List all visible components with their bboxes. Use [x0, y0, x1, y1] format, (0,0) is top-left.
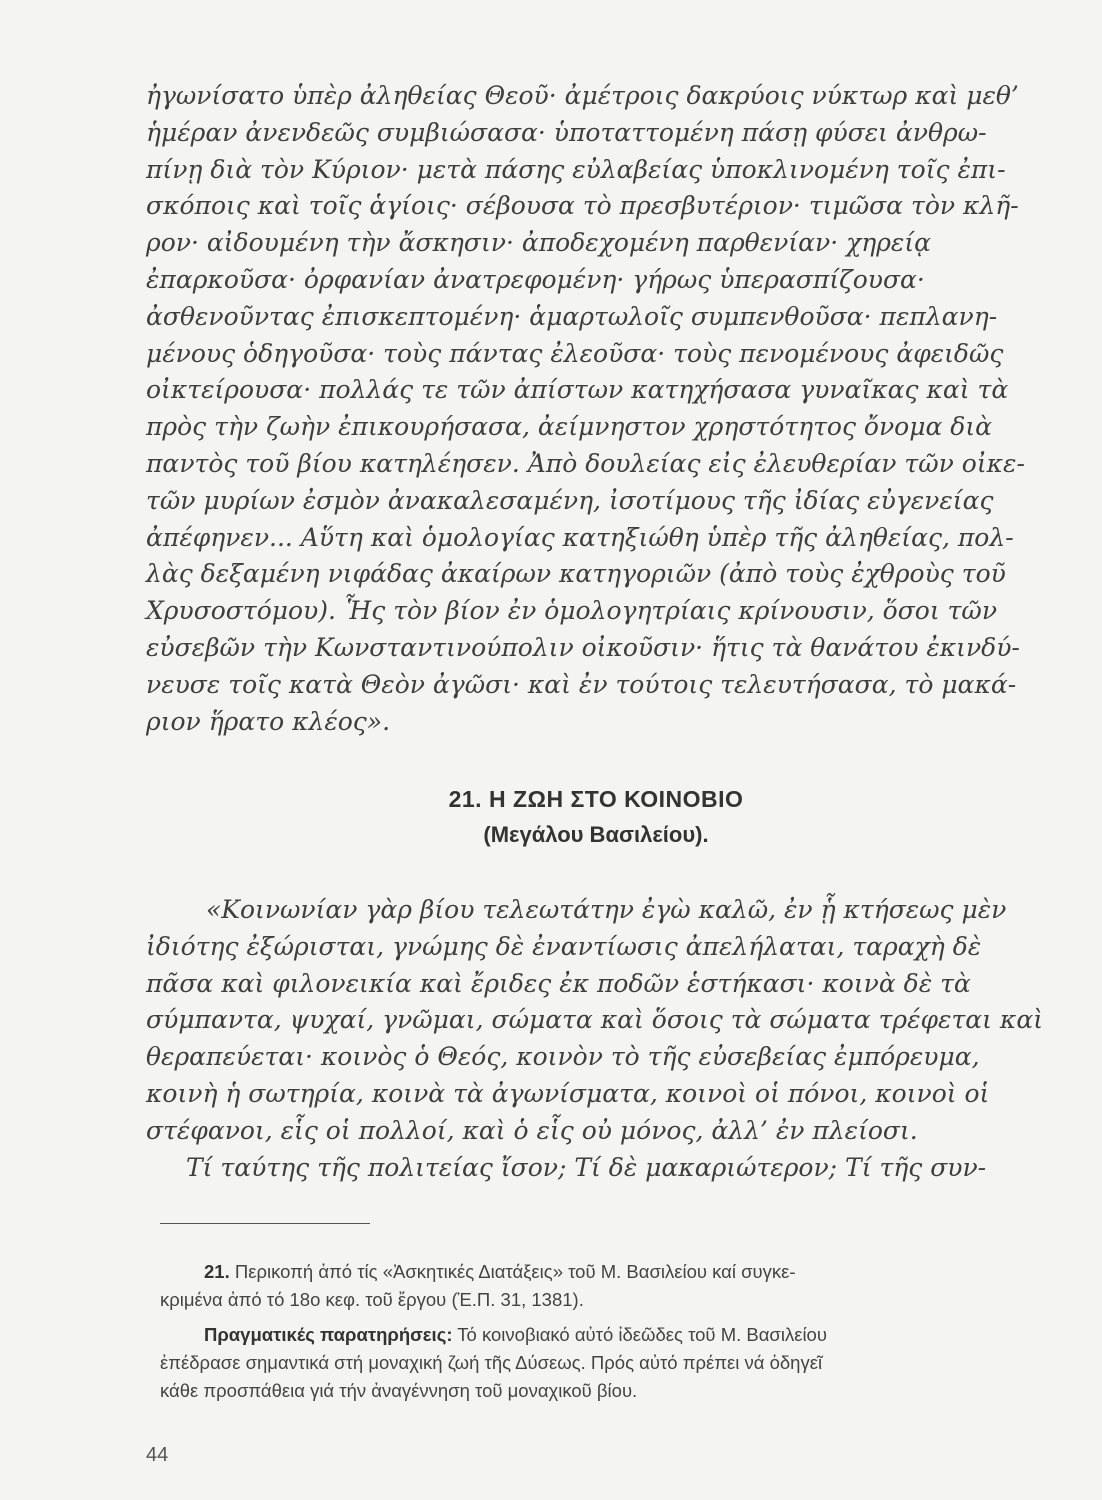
footnote-line	[160, 1321, 1040, 1349]
upper-paragraph	[146, 78, 1046, 740]
footnote-21	[160, 1258, 1040, 1314]
text-line: ἀπέφηνεν... Αὕτη καὶ ὁμολογίας κατηξιώθη ὑπὲρ τῆς ἀληθείας, πολ-	[146, 522, 1014, 552]
text-line: Χρυσοστόμου). Ἧς τὸν βίον ἐν ὁμολογητρίαις κρίνουσιν, ὅσοι τῶν	[146, 596, 998, 626]
text-line: ἰδιότης ἐξώρισται, γνώμης δὲ ἐναντίωσις ἀπελήλαται, ταραχὴ δὲ	[146, 931, 982, 961]
lower-paragraph	[146, 892, 1046, 1186]
text-line: νευσε τοῖς κατὰ Θεὸν ἀγῶσι· καὶ ἐν τούτοις τελευτήσασα, τὸ μακά-	[146, 669, 1017, 699]
footnote-text: Τό κοινοβιακό αὐτό ἰδεῶδες τοῦ Μ. Βασιλείου	[452, 1324, 827, 1345]
remarks-label: Πραγματικές παρατηρήσεις:	[204, 1324, 453, 1345]
footnote-text: Περικοπή ἀπό τίς «Ἀσκητικές Διατάξεις» τοῦ Μ. Βασιλείου καί συγκε-	[234, 1261, 796, 1282]
text-line: ἀσθενοῦντας ἐπισκεπτομένη· ἁμαρτωλοῖς συμπενθοῦσα· πεπλανη-	[146, 301, 998, 331]
footnote-divider	[160, 1223, 370, 1224]
text-line: κοινὴ ἡ σωτηρία, κοινὰ τὰ ἀγωνίσματα, κοινοὶ οἱ πόνοι, κοινοὶ οἱ	[146, 1078, 990, 1108]
text-line: εὐσεβῶν τὴν Κωνσταντινούπολιν οἰκοῦσιν· ἥτις τὰ θανάτου ἐκινδύ-	[146, 632, 1020, 662]
footnote-number: 21.	[204, 1261, 230, 1282]
text-line: ρον· αἰδουμένη τὴν ἄσκησιν· ἀποδεχομένη παρθενίαν· χηρείᾳ	[146, 228, 932, 258]
footnote-line	[160, 1258, 1040, 1286]
footnote-line: κριμένα ἀπό τό 18ο κεφ. τοῦ ἔργου (Ἑ.Π. 31, 1381).	[160, 1289, 584, 1310]
text-line: ἐπαρκοῦσα· ὀρφανίαν ἀνατρεφομένη· γήρως ὑπερασπίζουσα·	[146, 264, 925, 294]
section-subtitle: (Μεγάλου Βασιλείου).	[483, 822, 709, 847]
text-line: σκόποις καὶ τοῖς ἁγίοις· σέβουσα τὸ πρεσβυτέριον· τιμῶσα τὸν κλῆ-	[146, 191, 1019, 221]
text-line: ἡμέραν ἀνενδεῶς συμβιώσασα· ὑποταττομένη πάσῃ φύσει ἀνθρω-	[146, 117, 987, 147]
text-line: στέφανοι, εἷς οἱ πολλοί, καὶ ὁ εἷς οὐ μόνος, ἀλλ’ ἐν πλείοσι.	[146, 1115, 918, 1145]
text-line: σύμπαντα, ψυχαί, γνῶμαι, σώματα καὶ ὅσοις τὰ σώματα τρέφεται καὶ	[146, 1005, 1043, 1035]
text-line: ριον ἥρατο κλέος».	[146, 706, 391, 736]
footnote-line: κάθε προσπάθεια γιά τήν ἀναγέννηση τοῦ μοναχικοῦ βίου.	[160, 1380, 638, 1401]
section-title: 21. Η ΖΩΗ ΣΤΟ ΚΟΙΝΟΒΙΟ	[448, 786, 744, 812]
text-line: οἰκτείρουσα· πολλάς τε τῶν ἀπίστων κατηχήσασα γυναῖκας καὶ τὰ	[146, 375, 1009, 405]
text-line: λὰς δεξαμένη νιφάδας ἀκαίρων κατηγοριῶν (ἀπὸ τοὺς ἐχθροὺς τοῦ	[146, 559, 1006, 589]
text-line: ἠγωνίσατο ὑπὲρ ἀληθείας Θεοῦ· ἀμέτροις δακρύοις νύκτωρ καὶ μεθ’	[146, 81, 1019, 110]
text-line: θεραπεύεται· κοινὸς ὁ Θεός, κοινὸν τὸ τῆς εὐσεβείας ἐμπόρευμα,	[146, 1042, 980, 1072]
text-line: μένους ὁδηγοῦσα· τοὺς πάντας ἐλεοῦσα· τοὺς πενομένους ἀφειδῶς	[146, 338, 1004, 368]
footnote-line: ἐπέδρασε σημαντικά στή μοναχική ζωή τῆς Δύσεως. Πρός αὐτό πρέπει νά ὁδηγεῖ	[160, 1352, 823, 1373]
text-line: παντὸς τοῦ βίου κατηλέησεν. Ἀπὸ δουλείας εἰς ἐλευθερίαν τῶν οἰκε-	[146, 448, 1025, 478]
text-line: πίνῃ διὰ τὸν Κύριον· μετὰ πάσης εὐλαβείας ὑποκλινομένη τοῖς ἐπι-	[146, 154, 1006, 184]
text-line: Τί ταύτης τῆς πολιτείας ἴσον; Τί δὲ μακαριώτερον; Τί τῆς συν-	[186, 1152, 987, 1182]
text-line: πᾶσα καὶ φιλονεικία καὶ ἔριδες ἐκ ποδῶν ἑστήκασι· κοινὰ δὲ τὰ	[146, 968, 971, 998]
page-number: 44	[146, 1444, 169, 1466]
text-line: «Κοινωνίαν γὰρ βίου τελεωτάτην ἐγὼ καλῶ, ἐν ᾗ κτήσεως μὲν	[206, 895, 1007, 924]
text-line: πρὸς τὴν ζωὴν ἐπικουρήσασα, ἀείμνηστον χρηστότητος ὄνομα διὰ	[146, 412, 993, 442]
text-line: τῶν μυρίων ἐσμὸν ἀνακαλεσαμένη, ἰσοτίμους τῆς ἰδίας εὐγενείας	[146, 485, 994, 515]
footnote-remarks	[160, 1321, 1040, 1405]
